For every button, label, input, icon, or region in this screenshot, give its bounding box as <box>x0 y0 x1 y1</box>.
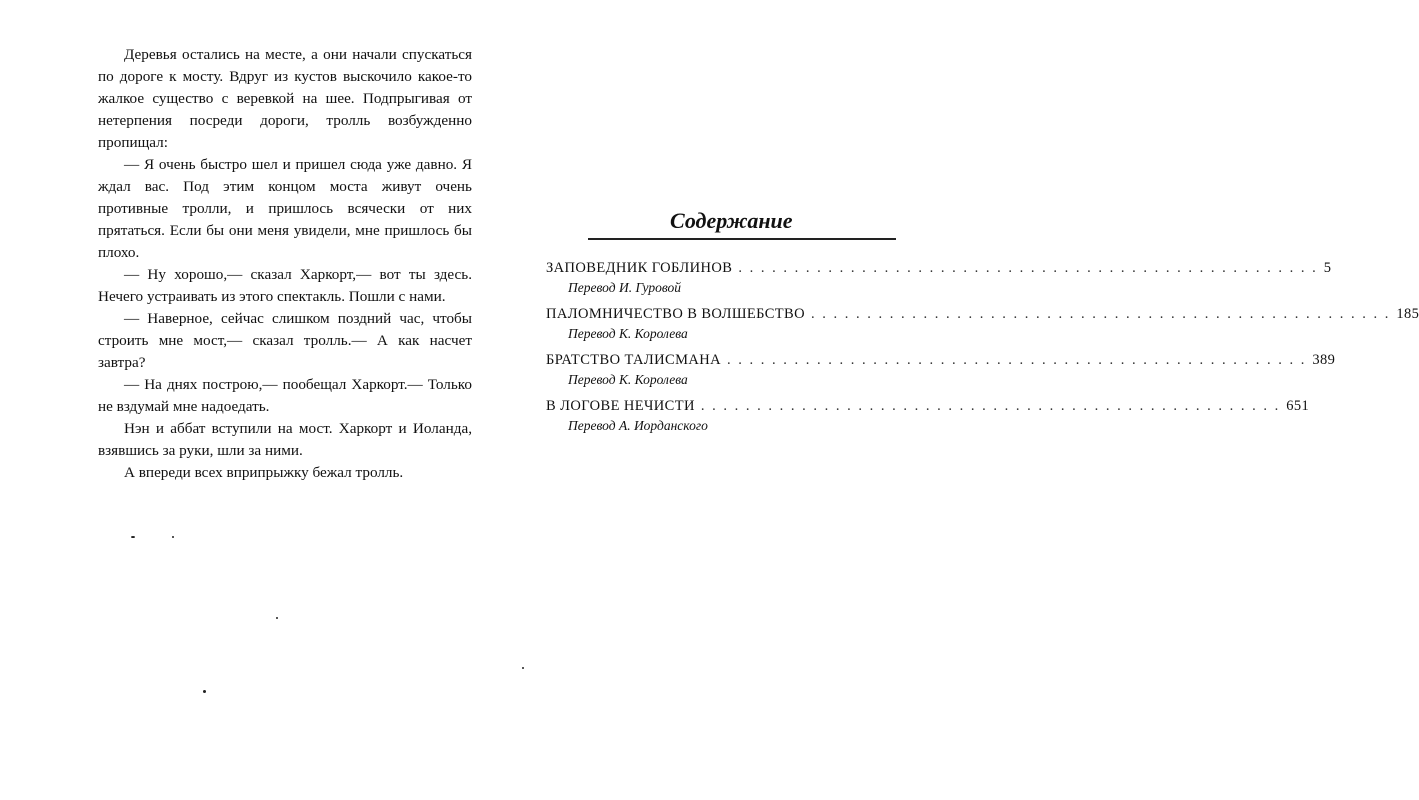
toc-entry-page: 651 <box>1286 398 1310 414</box>
toc-entry-translator: Перевод А. Иорданского <box>568 418 708 433</box>
toc-entry-page: 389 <box>1312 352 1336 368</box>
scan-speck <box>522 667 524 669</box>
toc-entry-title: ЗАПОВЕДНИК ГОБЛИНОВ <box>546 260 733 276</box>
toc-entry-page: 185 <box>1396 306 1419 322</box>
toc-divider <box>588 238 896 240</box>
toc-entry-page: 5 <box>1323 260 1332 276</box>
scan-speck <box>172 536 174 538</box>
paragraph: А впереди всех вприпрыжку бежал тролль. <box>124 464 404 481</box>
paragraph: Нэн и аббат вступили на мост. Харкорт и Иоланда, взявшись за руки, шли за ними. <box>98 420 472 459</box>
toc-entry[interactable] <box>546 306 1419 342</box>
toc-entry-translator: Перевод К. Королева <box>568 326 688 341</box>
toc-entry-translator: Перевод И. Гуровой <box>568 280 682 295</box>
paragraph: — Наверное, сейчас слишком поздний час, чтобы строить мне мост,— сказал тролль.— А как насчет завтра? <box>98 310 472 371</box>
scan-speck <box>203 690 206 693</box>
paragraph: Деревья остались на месте, а они начали спускаться по дороге к мосту. Вдруг из кустов выскочило какое-то жалкое существо с веревкой на шее. Подпрыгивая от нетерпения посреди дороги, тролль возбужденно пропищал: <box>98 46 472 151</box>
toc-entry-title: ПАЛОМНИЧЕСТВО В ВОЛШЕБСТВО <box>546 306 805 322</box>
toc-dot-leader: . . . . . . . . . . . . . . . . . . . . . . . . . . . . . . . . . . . . . . . . . . . . . . . . . . . . <box>726 352 1307 368</box>
left-page-text <box>98 44 472 484</box>
toc-entry[interactable] <box>546 260 1332 296</box>
toc-entry-translator: Перевод К. Королева <box>568 372 688 387</box>
scan-speck <box>131 536 135 538</box>
toc-entry-title: В ЛОГОВЕ НЕЧИСТИ <box>546 398 695 414</box>
scan-speck <box>276 617 278 619</box>
toc-entry-title: БРАТСТВО ТАЛИСМАНА <box>546 352 721 368</box>
toc-dot-leader: . . . . . . . . . . . . . . . . . . . . . . . . . . . . . . . . . . . . . . . . . . . . . . . . . . . . <box>700 398 1281 414</box>
toc-dot-leader: . . . . . . . . . . . . . . . . . . . . . . . . . . . . . . . . . . . . . . . . . . . . . . . . . . . . <box>811 306 1391 322</box>
paragraph: — Ну хорошо,— сказал Харкорт,— вот ты здесь. Нечего устраивать из этого спектакль. Пошли с нами. <box>98 266 472 305</box>
paragraph: — На днях построю,— пообещал Харкорт.— Только не вздумай мне надоедать. <box>98 376 472 415</box>
toc-entry[interactable] <box>546 398 1310 434</box>
paragraph: — Я очень быстро шел и пришел сюда уже давно. Я ждал вас. Под этим концом моста живут очень противные тролли, и пришлось всячески от них прятаться. Если бы они меня увидели, мне пришлось бы плохо. <box>98 156 472 261</box>
toc-dot-leader: . . . . . . . . . . . . . . . . . . . . . . . . . . . . . . . . . . . . . . . . . . . . . . . . . . . . <box>738 260 1318 276</box>
toc-entry[interactable] <box>546 352 1336 388</box>
toc-title: Содержание <box>670 208 793 233</box>
